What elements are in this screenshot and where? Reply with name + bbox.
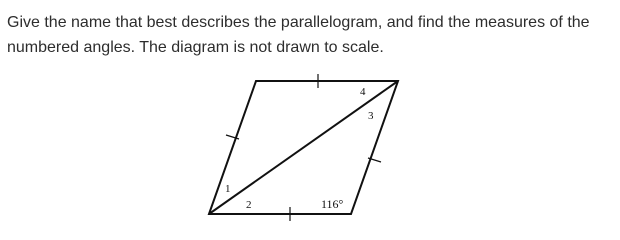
given-angle-label: 116° bbox=[321, 197, 344, 211]
question-text: Give the name that best describes the parallelogram, and find the measures of the numbered angles. The diagram is not drawn to scale. bbox=[7, 14, 590, 56]
angle-label-4: 4 bbox=[360, 86, 366, 98]
angle-label-2: 2 bbox=[246, 199, 252, 211]
angle-label-1: 1 bbox=[225, 183, 231, 195]
angle-label-3: 3 bbox=[368, 110, 374, 122]
diagonal-line bbox=[209, 81, 398, 214]
